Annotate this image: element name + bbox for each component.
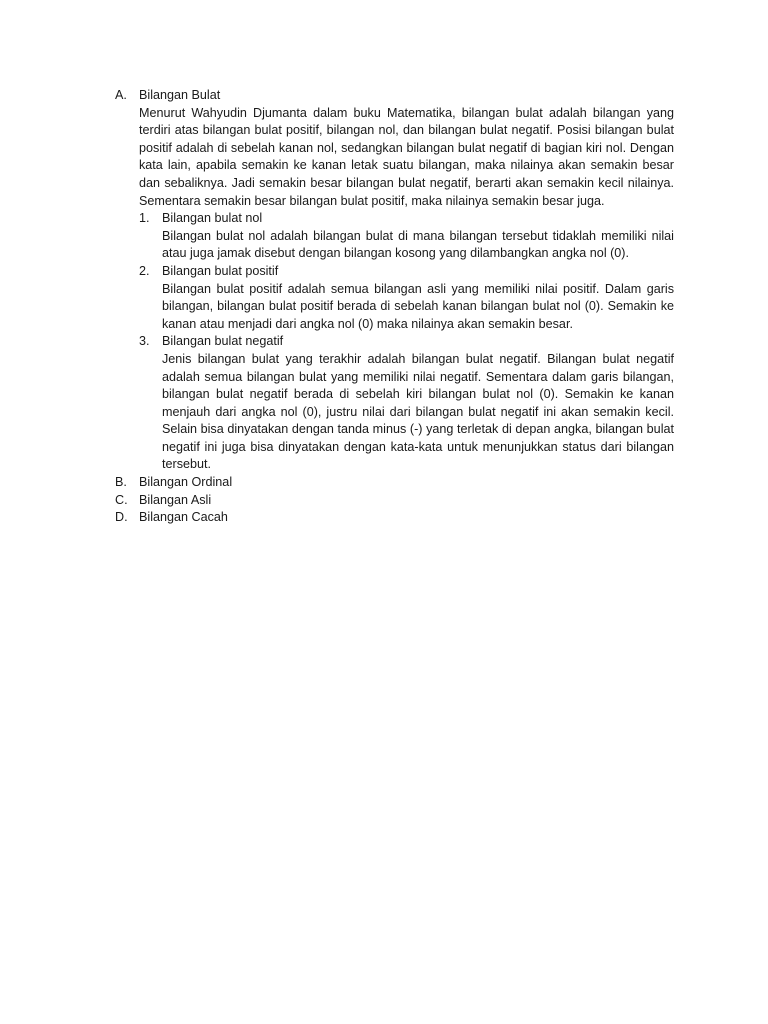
subsection-title: Bilangan bulat nol (162, 211, 263, 226)
section-title: Bilangan Ordinal (139, 475, 233, 490)
subsection-marker: 1. (139, 211, 150, 226)
subsection-marker: 3. (139, 334, 150, 349)
subsection-1 (139, 210, 674, 263)
section-title: Bilangan Cacah (139, 510, 228, 525)
subsection-content (162, 333, 674, 474)
section-marker: C. (115, 492, 128, 507)
section-content (139, 87, 674, 474)
subsection-content (162, 263, 674, 333)
subsection-paragraph: Bilangan bulat nol adalah bilangan bulat di mana bilangan tersebut tidaklah memiliki nilai atau juga jamak disebut dengan bilangan kosong yang dilambangkan angka nol (0). (162, 228, 674, 261)
subsection-3 (139, 333, 674, 474)
section-c (115, 492, 674, 510)
section-title: Bilangan Bulat (139, 88, 221, 102)
subsection-content (162, 210, 674, 263)
subsection-2 (139, 263, 674, 333)
section-title: Bilangan Asli (139, 492, 212, 507)
subsection-title: Bilangan bulat negatif (162, 334, 284, 349)
subsection-marker: 2. (139, 263, 150, 278)
subsection-title: Bilangan bulat positif (162, 263, 279, 278)
section-d (115, 509, 674, 527)
section-marker: A. (115, 88, 127, 102)
section-marker: D. (115, 510, 128, 525)
section-a (115, 87, 674, 474)
subsection-paragraph: Jenis bilangan bulat yang terakhir adalah bilangan bulat negatif. Bilangan bulat negatif adalah semua bilangan bulat yang memiliki nilai negatif. Sementara dalam garis bilangan, bilangan bulat negatif berada di sebelah kiri bilangan bulat nol (0). Semakin ke kanan menjauh dari angka nol (0), justru nilai dari bilangan bulat negatif ini akan semakin kecil. Selain bisa dinyatakan dengan tanda minus (-) yang terletak di depan angka, bilangan bulat negatif ini juga bisa dinyatakan dengan kata-kata untuk menunjukkan status dari bilangan tersebut. (162, 351, 674, 472)
section-marker: B. (115, 475, 127, 490)
section-paragraph: Menurut Wahyudin Djumanta dalam buku Matematika, bilangan bulat adalah bilangan yang terdiri atas bilangan bulat positif, bilangan nol, dan bilangan bulat negatif. Posisi bilangan bulat positif adalah di sebelah kanan nol, sedangkan bilangan bulat negatif di bagian kiri nol. Dengan kata lain, apabila semakin ke kanan letak suatu bilangan, maka nilainya akan semakin besar dan sebaliknya. Jadi semakin besar bilangan bulat negatif, berarti akan semakin kecil nilainya. Sementara semakin besar bilangan bulat positif, maka nilainya semakin besar juga. (139, 105, 674, 208)
section-b (115, 474, 674, 492)
subsection-paragraph: Bilangan bulat positif adalah semua bilangan asli yang memiliki nilai positif. Dalam garis bilangan, bilangan bulat positif berada di sebelah kanan bilangan bulat nol (0). Semakin ke kanan atau menjadi dari angka nol (0) maka nilainya akan semakin besar. (162, 281, 674, 331)
document-body (115, 87, 674, 527)
